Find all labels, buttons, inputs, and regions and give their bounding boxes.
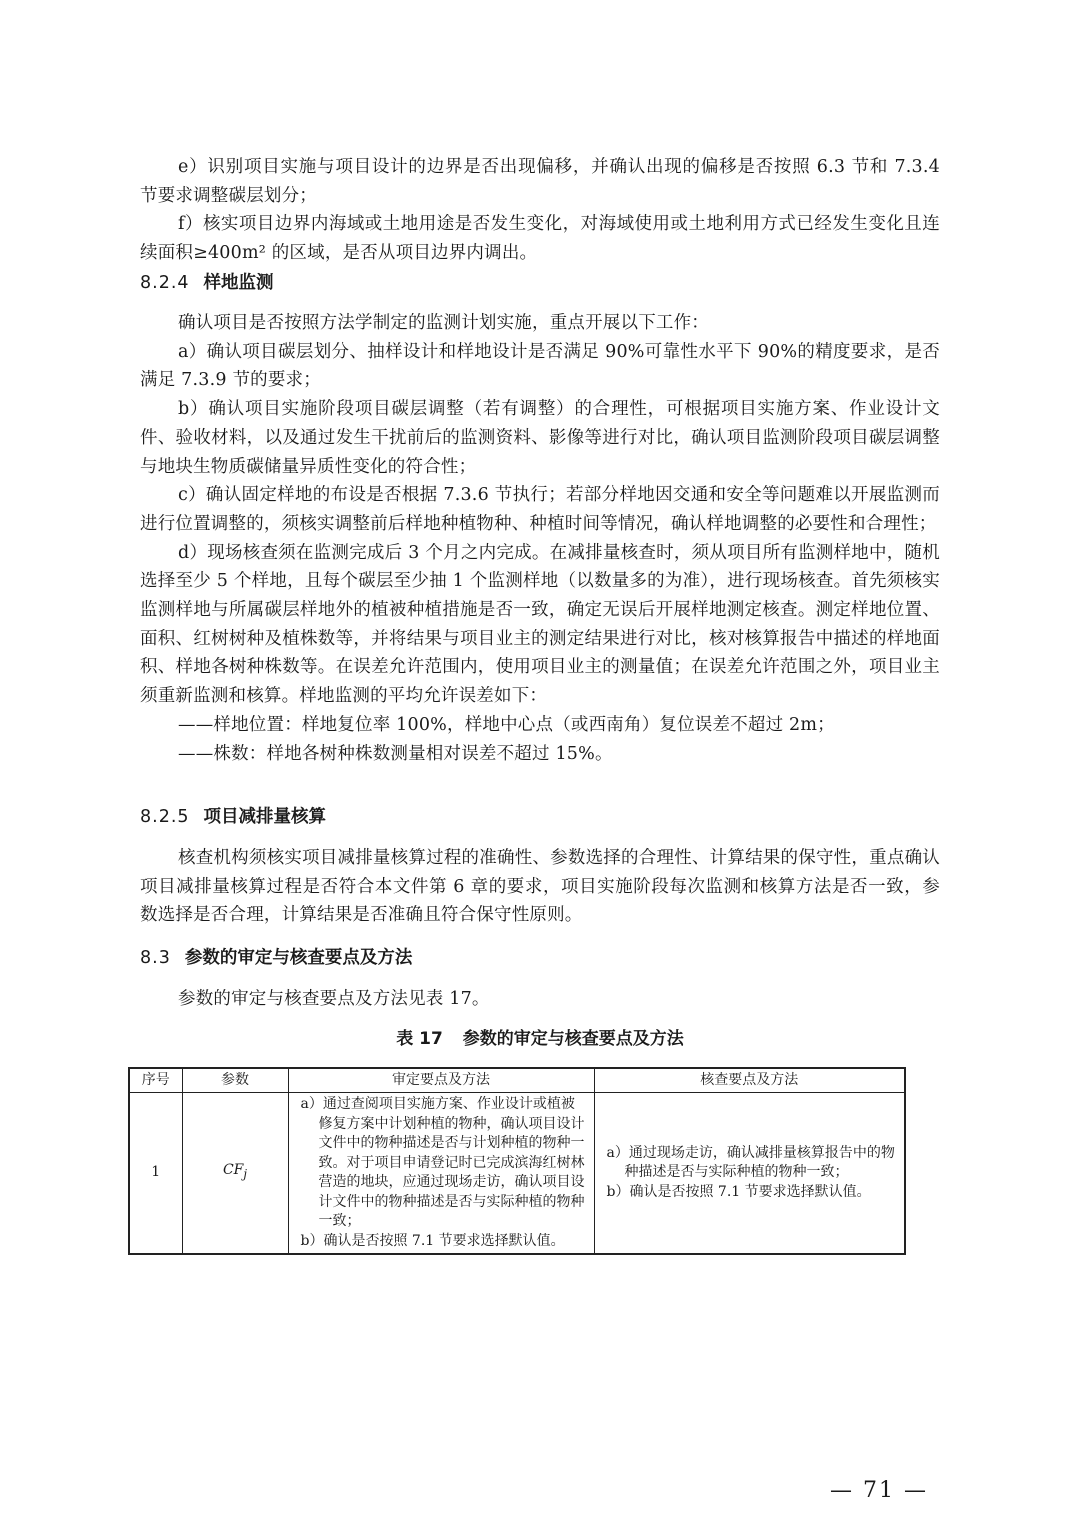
- heading-title: 样地监测: [203, 273, 274, 293]
- heading-8-2-4: [140, 269, 274, 297]
- table-caption-title: 参数的审定与核查要点及方法: [462, 1029, 684, 1049]
- heading-8-2-5: [140, 803, 326, 831]
- table-header-row: [129, 1068, 905, 1093]
- cell-row-number: 1: [129, 1093, 182, 1255]
- dash-item-plant-count: ——株数：样地各树种株数测量相对误差不超过 15%。: [178, 743, 613, 764]
- paragraph-item-e: e）识别项目实施与项目设计的边界是否出现偏移，并确认出现的偏移是否按照 6.3 节和 7.3.4 节要求调整碳层划分；: [140, 157, 940, 206]
- section-8-3-body: [140, 985, 940, 1014]
- paragraph-item-f: f）核实项目边界内海域或土地用途是否发生变化，对海域使用或土地利用方式已经发生变化且连续面积≥400m² 的区域，是否从项目边界内调出。: [140, 214, 940, 264]
- table-caption-number: 表 17: [396, 1029, 443, 1049]
- column-header-no: 序号: [129, 1068, 182, 1093]
- validation-item-b: b）确认是否按照 7.1 节要求选择默认值。: [300, 1232, 565, 1249]
- parameter-table: [128, 1067, 906, 1255]
- dash-item-plot-position: ——样地位置：样地复位率 100%，样地中心点（或西南角）复位误差不超过 2m；: [178, 714, 835, 735]
- heading-8-3: [140, 944, 412, 972]
- paragraph-item-a: a）确认项目碳层划分、抽样设计和样地设计是否满足 90%可靠性水平下 90%的精度要求，是否满足 7.3.9 节的要求；: [140, 341, 940, 391]
- paragraph-item-b: b）确认项目实施阶段项目碳层调整（若有调整）的合理性，可根据项目实施方案、作业设计文件、验收材料，以及通过发生干扰前后的监测资料、影像等进行对比，确认项目监测阶段项目碳层调整与地块生物质碳储量异质性变化的符合性；: [140, 399, 940, 477]
- column-header-verification: 核查要点及方法: [594, 1068, 905, 1093]
- column-header-parameter: 参数: [182, 1068, 288, 1093]
- paragraph-8-3: 参数的审定与核查要点及方法见表 17。: [178, 989, 490, 1009]
- heading-number: 8.3: [140, 948, 171, 968]
- validation-item-a: a）通过查阅项目实施方案、作业设计或植被修复方案中计划种植的物种，确认项目设计文件中的物种描述是否与计划种植的物种一致。对于项目申请登记时已完成滨海红树林营造的地块，应通过现场走访，确认项目设计文件中的物种描述是否与实际种植的物种一致；: [300, 1096, 585, 1229]
- section-8-2-3-items: [140, 153, 940, 268]
- verification-item-a: a）通过现场走访，确认减排量核算报告中的物种描述是否与实际种植的物种一致；: [606, 1144, 895, 1181]
- cell-parameter: [182, 1093, 288, 1255]
- column-header-validation: 审定要点及方法: [288, 1068, 594, 1093]
- table-row: [129, 1093, 905, 1255]
- section-8-2-5-body: [140, 844, 940, 930]
- paragraph-item-c: c）确认固定样地的布设是否根据 7.3.6 节执行；若部分样地因交通和安全等问题难以开展监测而进行位置调整的，须核实调整前后样地种植物种、种植时间等情况，确认样地调整的必要性和合理性；: [140, 485, 940, 534]
- heading-number: 8.2.4: [140, 273, 190, 293]
- paragraph-8-2-5: 核查机构须核实项目减排量核算过程的准确性、参数选择的合理性、计算结果的保守性，重点确认项目减排量核算过程是否符合本文件第 6 章的要求，项目实施阶段每次监测和核算方法是否一致，参数选择是否合理，计算结果是否准确且符合保守性原则。: [140, 848, 940, 926]
- heading-number: 8.2.5: [140, 807, 190, 827]
- paragraph-item-d: d）现场核查须在监测完成后 3 个月之内完成。在减排量核查时，须从项目所有监测样地中，随机选择至少 5 个样地，且每个碳层至少抽 1 个监测样地（以数量多的为准），进行现场核查。首先须核实监测样地与所属碳层样地外的植被种植措施是否一致，确定无误后开展样地测定核查。测定样地位置、面积、红树树种及植株数等，并将结果与项目业主的测定结果进行对比，核对核算报告中描述的样地面积、样地各树种株数等。在误差允许范围内，使用项目业主的测量值；在误差允许范围之外，项目业主须重新监测和核算。样地监测的平均允许误差如下：: [140, 542, 940, 707]
- verification-item-b: b）确认是否按照 7.1 节要求选择默认值。: [606, 1183, 871, 1200]
- heading-title: 项目减排量核算: [203, 807, 327, 827]
- heading-title: 参数的审定与核查要点及方法: [184, 948, 413, 968]
- section-8-2-4-body: [140, 309, 940, 768]
- paragraph-8-2-4-intro: 确认项目是否按照方法学制定的监测计划实施，重点开展以下工作：: [178, 313, 709, 333]
- cell-validation-method: [288, 1093, 594, 1255]
- table-caption: [0, 1026, 1080, 1052]
- page-number: — 71 —: [830, 1478, 928, 1503]
- parameter-symbol: CF: [222, 1162, 244, 1179]
- cell-verification-method: [594, 1093, 905, 1255]
- parameter-subscript: j: [243, 1167, 248, 1182]
